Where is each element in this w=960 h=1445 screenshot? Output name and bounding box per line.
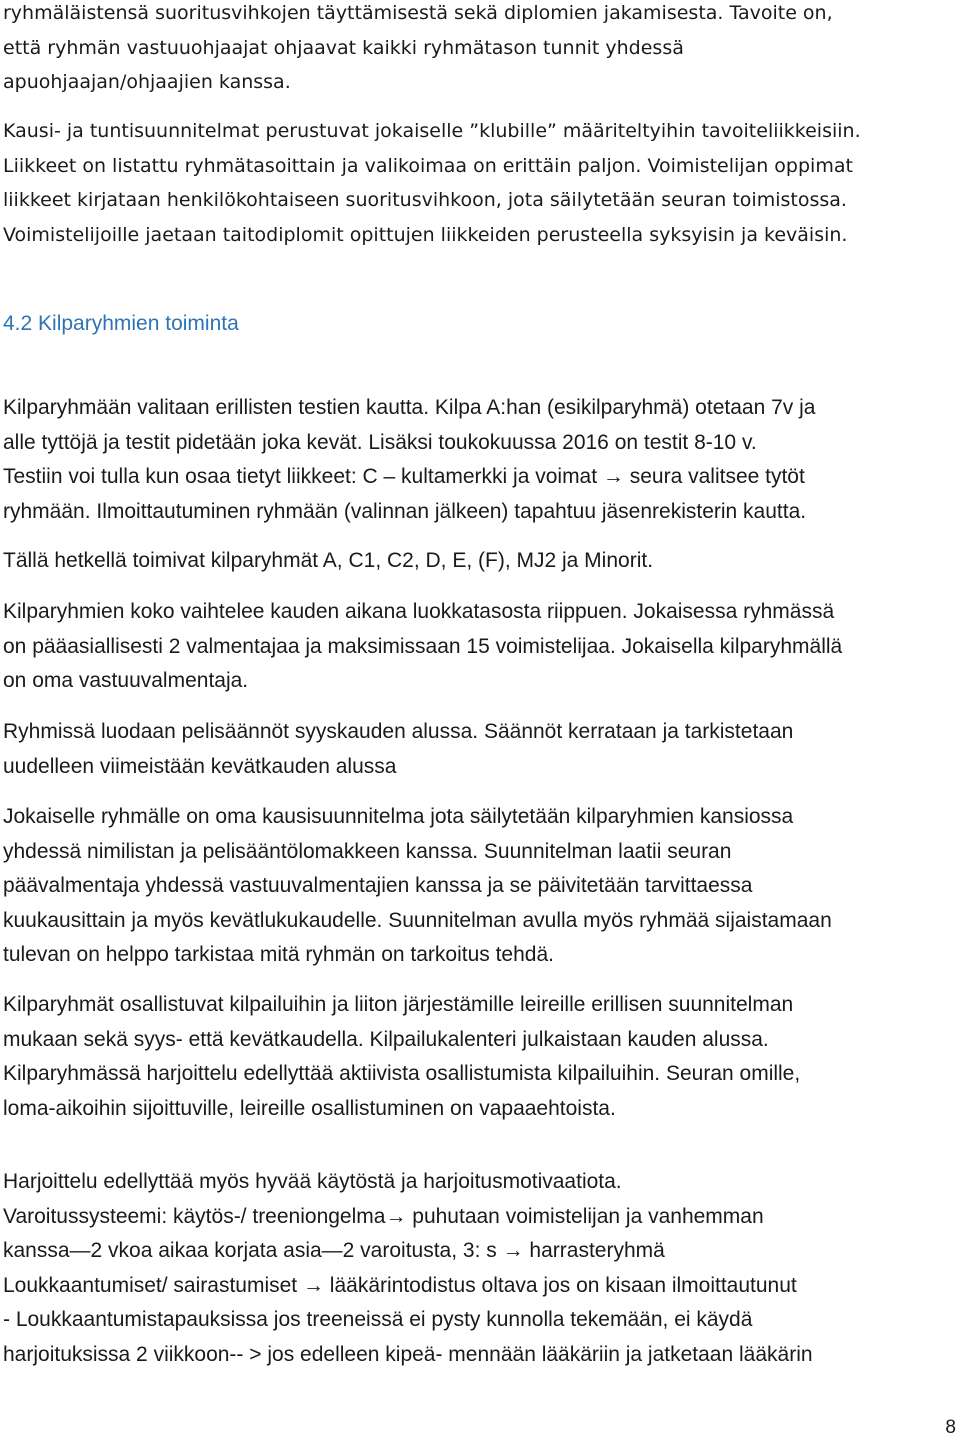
text-line: mukaan sekä syys- että kevätkaudella. Kilpailukalenteri julkaistaan kauden alussa. <box>3 1027 769 1051</box>
text-line: apuohjaajan/ohjaajien kanssa. <box>3 71 291 93</box>
text-line: ryhmään. Ilmoittautuminen ryhmään (valinnan jälkeen) tapahtuu jäsenrekisterin kautta. <box>3 499 807 523</box>
text-line: yhdessä nimilistan ja pelisääntölomakkeen kanssa. Suunnitelman laatii seuran <box>3 839 732 863</box>
text-line: päävalmentaja yhdessä vastuuvalmentajien kanssa ja se päivitetään tarvittaessa <box>3 874 753 897</box>
section-heading: 4.2 Kilparyhmien toiminta <box>3 312 239 335</box>
text-line: - Loukkaantumistapauksissa jos treeneissä ei pysty kunnolla tekemään, ei käydä <box>3 1308 753 1331</box>
text-line: Testiin voi tulla kun osaa tietyt liikkeet: C – kultamerkki ja voimat → seura valitsee tytöt <box>3 465 805 488</box>
text-line: ryhmäläistensä suoritusvihkojen täyttämisestä sekä diplomien jakamisesta. Tavoite on, <box>3 2 833 24</box>
selection-paragraph <box>3 391 815 529</box>
text-line: Kilparyhmät osallistuvat kilpailuihin ja liiton järjestämille leireille erillisen suunnitelman <box>3 993 794 1016</box>
behavior-paragraph <box>3 1165 813 1372</box>
text-line: harjoituksissa 2 viikkoon-- > jos edelleen kipeä- mennään lääkäriin ja jatketaan lääkärin <box>3 1342 813 1366</box>
text-line: Kausi- ja tuntisuunnitelmat perustuvat jokaiselle ”klubille” määriteltyihin tavoiteliikkeisiin. <box>3 120 861 142</box>
text-line: tulevan on helppo tarkistaa mitä ryhmän on tarkoitus tehdä. <box>3 943 554 966</box>
text-line: Kilparyhmien koko vaihtelee kauden aikana luokkatasosta riippuen. Jokaisessa ryhmässä <box>3 600 835 623</box>
competition-paragraph <box>3 988 800 1126</box>
text-line: Tällä hetkellä toimivat kilparyhmät A, C1, C2, D, E, (F), MJ2 ja Minorit. <box>3 549 654 572</box>
text-line: Loukkaantumiset/ sairastumiset → lääkärintodistus oltava jos on kisaan ilmoittautunut <box>3 1273 797 1297</box>
text-line: Harjoittelu edellyttää myös hyvää käytöstä ja harjoitusmotivaatiota. <box>3 1170 622 1193</box>
season-plan-paragraph <box>3 800 832 973</box>
groups-paragraph <box>3 544 653 579</box>
rules-paragraph <box>3 715 793 784</box>
text-line: Kilparyhmässä harjoittelu edellyttää aktiivista osallistumista kilpailuihin. Seuran omille, <box>3 1062 801 1085</box>
text-line: kuukausittain ja myös kevätlukukaudelle. Suunnitelman avulla myös ryhmää sijaistamaan <box>3 908 832 932</box>
text-line: että ryhmän vastuuohjaajat ohjaavat kaikki ryhmätason tunnit yhdessä <box>3 36 684 59</box>
text-line: loma-aikoihin sijoittuville, leireille osallistuminen on vapaaehtoista. <box>3 1096 616 1120</box>
text-line: uudelleen viimeistään kevätkauden alussa <box>3 754 397 778</box>
text-line: on pääasiallisesti 2 valmentajaa ja maksimissaan 15 voimistelijaa. Jokaisella kilparyhmällä <box>3 634 843 658</box>
text-line: Voimistelijoille jaetaan taitodiplomit opittujen liikkeiden perusteella syksyisin ja keväisin. <box>3 223 848 246</box>
intro-paragraph <box>3 0 953 100</box>
page-number: 8 <box>945 1417 956 1438</box>
text-line: kanssa—2 vkoa aikaa korjata asia—2 varoitusta, 3: s → harrasteryhmä <box>3 1239 665 1262</box>
size-paragraph <box>3 595 842 699</box>
plan-paragraph <box>3 114 953 252</box>
text-line: Liikkeet on listattu ryhmätasoittain ja valikoimaa on erittäin paljon. Voimistelijan oppimat <box>3 154 853 177</box>
text-line: alle tyttöjä ja testit pidetään joka kevät. Lisäksi toukokuussa 2016 on testit 8-10 v. <box>3 430 757 454</box>
text-line: Varoitussysteemi: käytös-/ treeniongelma→ puhutaan voimistelijan ja vanhemman <box>3 1204 764 1228</box>
text-line: on oma vastuuvalmentaja. <box>3 669 249 692</box>
text-line: Jokaiselle ryhmälle on oma kausisuunnitelma jota säilytetään kilparyhmien kansiossa <box>3 805 794 828</box>
text-line: Ryhmissä luodaan pelisäännöt syyskauden alussa. Säännöt kerrataan ja tarkistetaan <box>3 720 794 743</box>
text-line: Kilparyhmään valitaan erillisten testien kautta. Kilpa A:han (esikilparyhmä) otetaan 7v ja <box>3 396 816 419</box>
text-line: liikkeet kirjataan henkilökohtaiseen suoritusvihkoon, jota säilytetään seuran toimistossa. <box>3 189 847 211</box>
